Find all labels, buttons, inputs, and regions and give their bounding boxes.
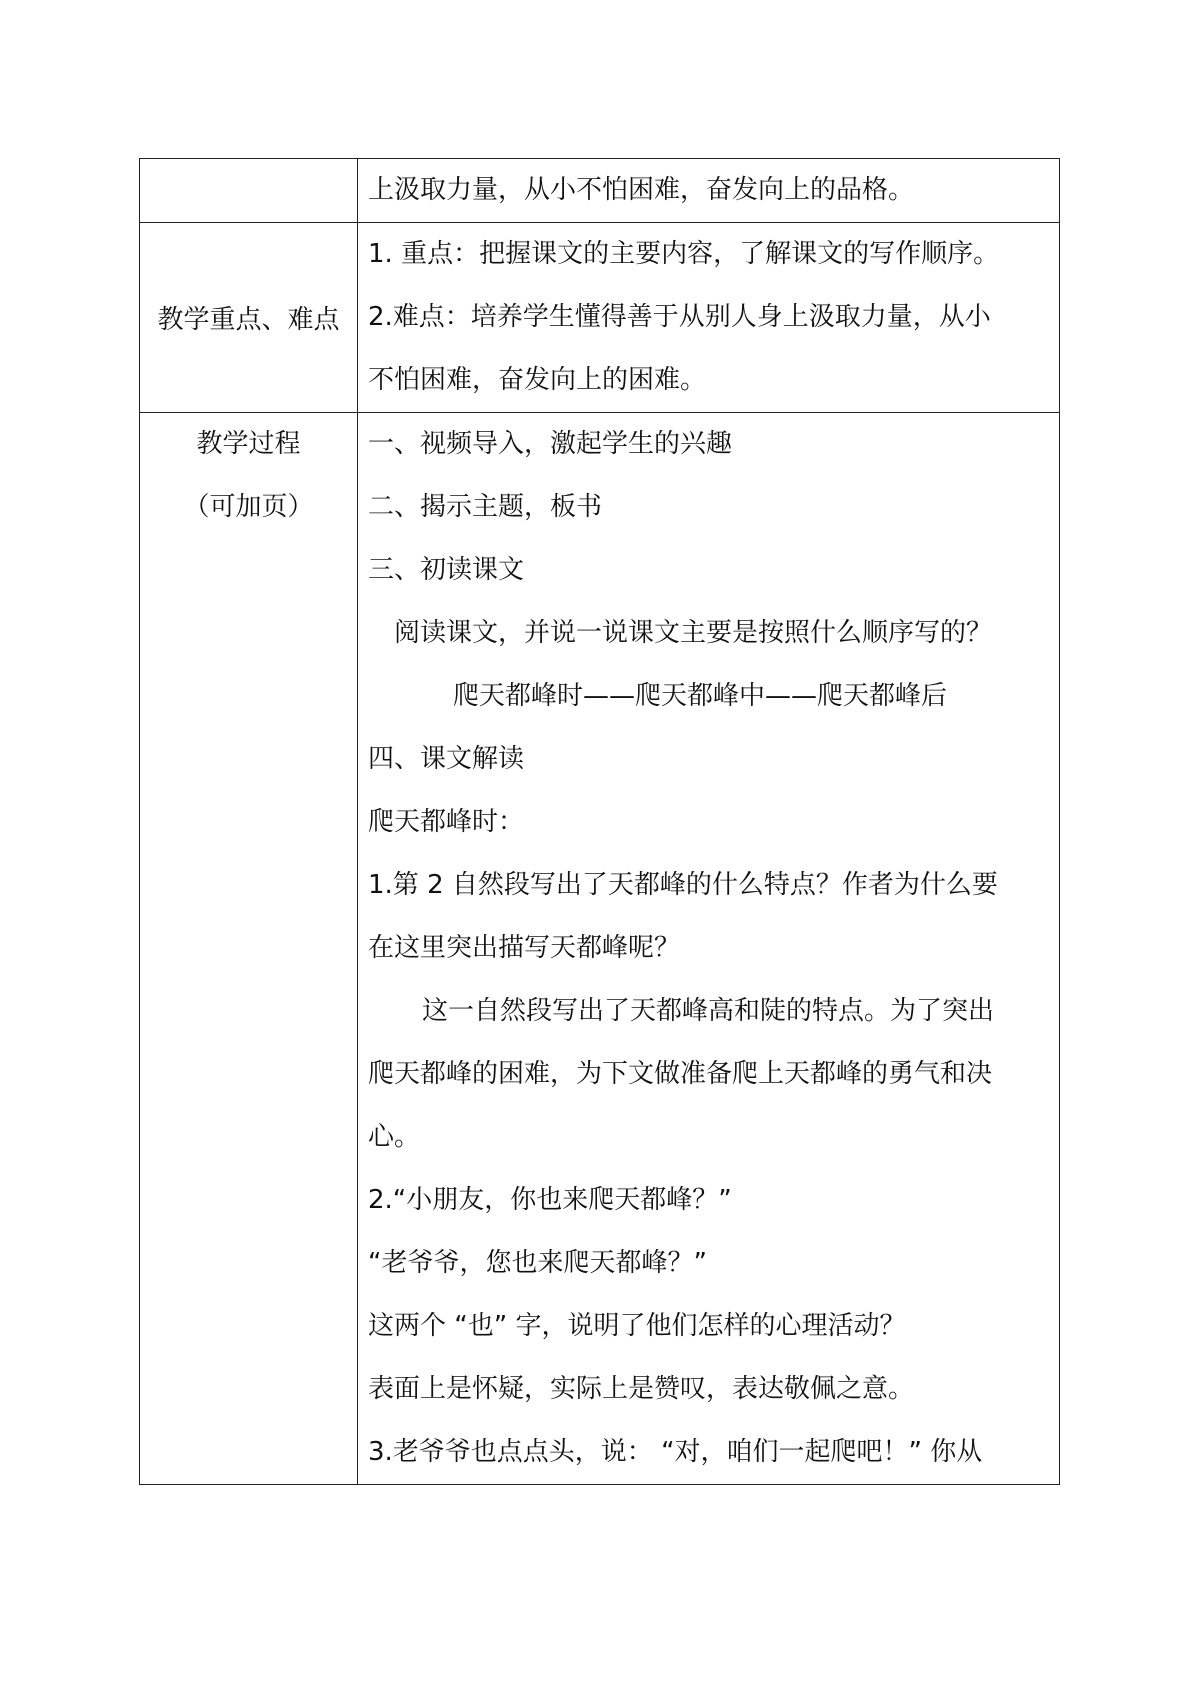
row-content [358,223,1060,413]
label-line: 教学过程 [196,429,301,459]
table-row [140,223,1060,413]
table-row [140,413,1060,1485]
content-line: 这一自然段写出了天都峰高和陡的特点。为了突出 [422,996,995,1026]
table-row [140,159,1060,223]
row-content [358,413,1060,1485]
content-line: “老爷爷，您也来爬天都峰？” [368,1248,707,1278]
content-line: 2.“小朋友，你也来爬天都峰？” [368,1185,732,1215]
row-label-teaching-process [140,413,358,1485]
row-label-empty [140,159,358,223]
content-line: 1. 重点：把握课文的主要内容，了解课文的写作顺序。 [368,239,1000,269]
content-line: 阅读课文，并说一说课文主要是按照什么顺序写的？ [394,618,993,648]
content-line: 爬天都峰时： [368,807,525,837]
label-line: （可加页） [183,492,314,522]
content-line: 爬天都峰时——爬天都峰中——爬天都峰后 [453,681,948,711]
content-line: 表面上是怀疑，实际上是赞叹，表达敬佩之意。 [368,1374,915,1404]
content-line: 一、视频导入，激起学生的兴趣 [368,429,733,459]
content-line: 这两个 “也” 字，说明了他们怎样的心理活动？ [368,1311,906,1341]
content-line: 3.老爷爷也点点头，说： “对，咱们一起爬吧！” 你从 [368,1437,983,1467]
content-line: 在这里突出描写天都峰呢？ [368,933,681,963]
content-line: 不怕困难，奋发向上的困难。 [368,365,707,395]
row-label-key-points: 教学重点、难点 [140,223,358,413]
content-line: 爬天都峰的困难，为下文做准备爬上天都峰的勇气和决 [368,1059,993,1089]
content-line: 三、初读课文 [368,555,525,585]
content-line: 2.难点：培养学生懂得善于从别人身上汲取力量，从小 [368,302,991,332]
content-line: 四、课文解读 [368,744,525,774]
content-line: 上汲取力量，从小不怕困难，奋发向上的品格。 [368,175,915,205]
lesson-plan-table [139,158,1060,1485]
content-line: 二、揭示主题，板书 [368,492,603,522]
content-line: 1.第 2 自然段写出了天都峰的什么特点？作者为什么要 [368,870,998,900]
content-line: 心。 [368,1122,421,1152]
row-content [358,159,1060,223]
